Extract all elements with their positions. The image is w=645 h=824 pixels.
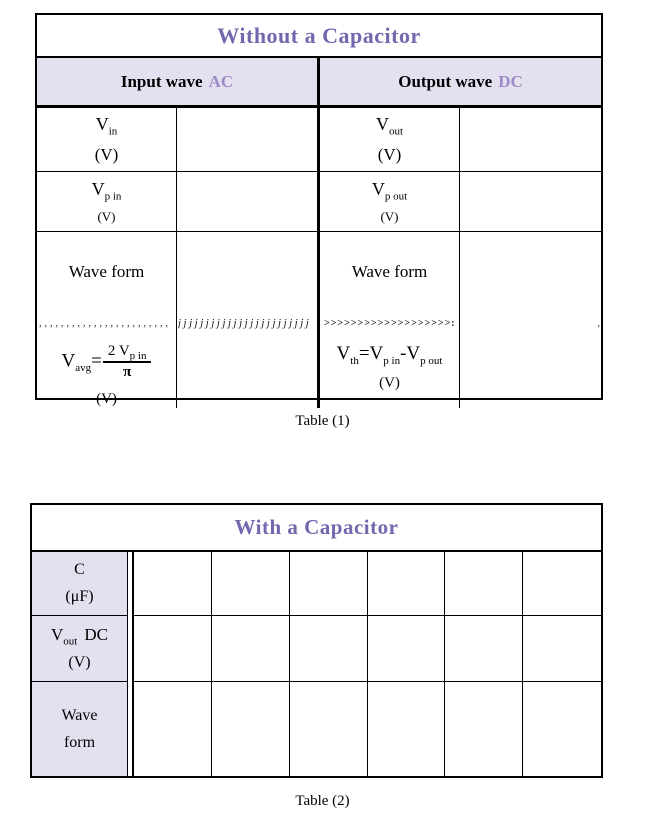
- vout-dc-unit: (V): [68, 654, 91, 671]
- empty-cell: [445, 682, 523, 776]
- header-dc-label: DC: [498, 71, 523, 91]
- squiggle-left: ,,,,,,,,,,,,,,,,,,,,,,,,: [39, 318, 171, 329]
- squiggle-end: ,: [597, 318, 600, 329]
- capacitance-label-cell: [32, 552, 127, 616]
- empty-cell: [134, 682, 212, 776]
- empty-cell: [290, 616, 368, 682]
- vavg-unit: (V): [96, 391, 117, 407]
- vin-symbol: $V_{in}$: [95, 114, 118, 138]
- vout-symbol: $V_{out}$: [375, 114, 404, 138]
- vth-value-cell: [460, 327, 601, 408]
- vpin-symbol: $V_{p in}$: [91, 178, 122, 203]
- squiggle-mid: jjjjjjjjjjjjjjjjjjjjjjjj: [178, 317, 312, 329]
- table2-caption: Table (2): [295, 793, 350, 809]
- vpin-label-cell: [37, 172, 177, 232]
- squiggle-right: >>>>>>>>>>>>>>>>>>>:: [324, 318, 456, 329]
- vavg-value-cell: [177, 327, 320, 408]
- waveform-right-value-cell: [460, 232, 601, 327]
- empty-cell: [134, 616, 212, 682]
- empty-cell: [290, 552, 368, 616]
- empty-cell: [445, 616, 523, 682]
- empty-cell: [134, 552, 212, 616]
- vpin-value-cell: [177, 172, 320, 232]
- vpin-unit: (V): [97, 208, 116, 224]
- vpout-unit: (V): [380, 208, 399, 224]
- empty-cell: [212, 682, 290, 776]
- table1-title: Without a Capacitor: [37, 15, 601, 58]
- waveform-word2: form: [63, 733, 96, 751]
- empty-cell: [445, 552, 523, 616]
- table2-title: With a Capacitor: [32, 505, 601, 552]
- empty-cell: [290, 682, 368, 776]
- vin-label-cell: [37, 108, 177, 172]
- empty-cell: [212, 552, 290, 616]
- vout-label-cell: [320, 108, 460, 172]
- table2-body: [32, 552, 601, 776]
- vout-unit: (V): [377, 145, 402, 164]
- vpout-label-cell: [320, 172, 460, 232]
- capacitance-unit: (μF): [65, 588, 94, 605]
- vavg-formula-cell: [37, 327, 177, 408]
- empty-cell: [368, 552, 446, 616]
- table1-header-output-wave: [320, 58, 601, 108]
- table1-caption: Table (1): [295, 413, 350, 429]
- waveform-right-label-cell: Wave form: [320, 232, 460, 327]
- vin-value-cell: [177, 108, 320, 172]
- table2-with-capacitor: [30, 503, 603, 778]
- vavg-formula: $V_{avg}=$ $\frac{2 V_{p in}}{\pi}$: [62, 343, 152, 381]
- header-output-label: Output wave: [398, 71, 493, 91]
- vpout-value-cell: [460, 172, 601, 232]
- waveform-left-value-cell: [177, 232, 320, 327]
- waveform-left-label-cell: Wave form: [37, 232, 177, 327]
- waveform-word1: Wave: [61, 706, 98, 724]
- vin-unit: (V): [94, 145, 119, 164]
- table2-data-grid: [132, 552, 601, 776]
- vout-dc-label-cell: [32, 616, 127, 682]
- vpout-symbol: $V_{p out}$: [371, 178, 408, 203]
- vout-dc-symbol: $V_{out}$ DC: [51, 625, 108, 648]
- vth-unit: (V): [379, 375, 400, 391]
- vth-formula: $V_{th}=V_{p in}-V_{p out}$: [336, 343, 443, 367]
- empty-cell: [523, 682, 601, 776]
- empty-cell: [523, 616, 601, 682]
- empty-cell: [523, 552, 601, 616]
- empty-cell: [368, 682, 446, 776]
- table1-without-capacitor: [35, 13, 603, 407]
- capacitance-symbol: C: [74, 561, 85, 578]
- vout-value-cell: [460, 108, 601, 172]
- header-ac-label: AC: [208, 71, 234, 91]
- waveform-label-cell: [32, 682, 127, 776]
- table1-header-input-wave: [37, 58, 320, 108]
- table2-label-column: [32, 552, 128, 776]
- empty-cell: [368, 616, 446, 682]
- vth-formula-cell: [320, 327, 460, 408]
- empty-cell: [212, 616, 290, 682]
- header-input-label: Input wave: [120, 71, 203, 91]
